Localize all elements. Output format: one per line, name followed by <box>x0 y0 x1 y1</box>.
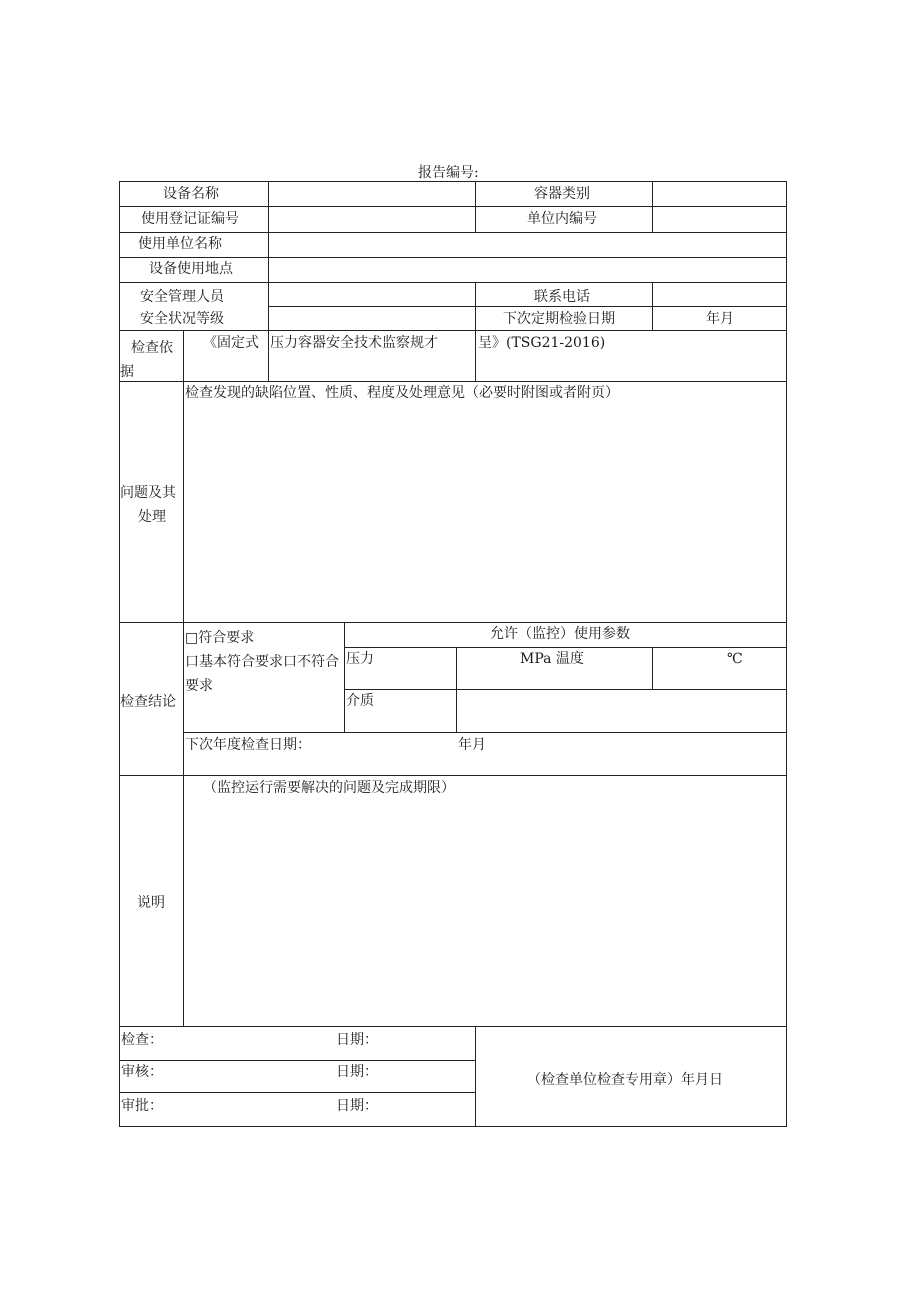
basis-text-part2: 压力容器安全技术监察规才 <box>270 335 438 351</box>
safety-manager-label: 安全管理人员 <box>140 289 224 305</box>
device-name-label: 设备名称 <box>163 186 219 202</box>
internal-no-label: 单位内编号 <box>527 211 597 227</box>
table-line <box>268 181 269 381</box>
table-line <box>475 181 476 232</box>
check-label: 检查： <box>121 1032 163 1048</box>
conclusion-option-meets: □符合要求 <box>185 630 255 646</box>
problems-label-line2: 处理 <box>138 509 166 525</box>
table-line <box>119 1026 787 1027</box>
conclusion-label: 检查结论 <box>120 694 176 710</box>
next-inspection-year-month: 年月 <box>706 311 734 327</box>
basis-text-part3: 呈》(TSG21-2016) <box>478 335 606 351</box>
table-line <box>475 330 476 381</box>
approve-date-label: 日期： <box>336 1098 378 1114</box>
table-line <box>119 206 787 207</box>
pressure-label: 压力 <box>346 651 374 667</box>
basis-label-line2: 据 <box>120 364 134 380</box>
table-line <box>119 1126 787 1127</box>
review-date-label: 日期： <box>336 1064 378 1080</box>
review-label: 审核： <box>121 1064 163 1080</box>
table-line <box>268 306 787 307</box>
table-line <box>183 381 184 1027</box>
table-line <box>119 282 787 283</box>
notes-hint: （监控运行需要解决的问题及完成期限） <box>203 780 455 796</box>
contact-phone-label: 联系电话 <box>534 289 590 305</box>
table-line <box>119 232 787 233</box>
table-line <box>119 330 787 331</box>
basis-label-line1: 检查依 <box>131 340 173 356</box>
problems-hint: 检查发现的缺陷位置、性质、程度及处理意见（必要时附图或者附页） <box>185 385 619 401</box>
vessel-category-label: 容器类别 <box>534 186 590 202</box>
celsius-unit: ℃ <box>727 651 743 667</box>
check-date-label: 日期： <box>336 1032 378 1048</box>
safety-grade-label: 安全状况等级 <box>140 311 224 327</box>
table-line <box>344 689 787 690</box>
medium-label: 介质 <box>346 693 374 709</box>
next-annual-inspection-label: 下次年度检查日期： <box>185 737 311 753</box>
table-line <box>119 181 787 182</box>
table-line <box>456 647 457 732</box>
table-line <box>475 282 476 330</box>
table-line <box>183 330 184 381</box>
allowed-params-title: 允许（监控）使用参数 <box>490 626 630 642</box>
conclusion-option-basic-or-fail: 口基本符合要求口不符合要求 <box>185 654 339 694</box>
table-line <box>652 181 653 232</box>
next-annual-year-month: 年月 <box>458 737 486 753</box>
device-location-label: 设备使用地点 <box>149 261 233 277</box>
report-number-label: 报告编号: <box>418 165 479 181</box>
mpa-temperature-label: MPa 温度 <box>520 651 584 667</box>
table-line <box>786 181 787 1127</box>
table-line <box>119 257 787 258</box>
table-line <box>652 647 653 689</box>
table-line <box>119 381 787 382</box>
table-line <box>652 282 653 330</box>
table-line <box>475 1026 476 1126</box>
inspection-stamp-text: （检查单位检查专用章）年月日 <box>527 1072 723 1088</box>
problems-label-line1: 问题及其 <box>120 485 176 501</box>
notes-label: 说明 <box>137 895 165 911</box>
table-line <box>119 1060 476 1061</box>
table-line <box>344 647 787 648</box>
user-unit-label: 使用单位名称 <box>138 236 222 252</box>
table-line <box>119 622 787 623</box>
approve-label: 审批： <box>121 1098 163 1114</box>
table-line <box>119 181 120 1127</box>
table-line <box>119 1092 476 1093</box>
table-line <box>344 622 345 732</box>
next-inspection-date-label: 下次定期检验日期 <box>503 311 615 327</box>
reg-cert-no-label: 使用登记证编号 <box>141 211 239 227</box>
basis-text-part1: 《固定式 <box>203 335 259 351</box>
table-line <box>119 775 787 776</box>
table-line <box>183 732 787 733</box>
